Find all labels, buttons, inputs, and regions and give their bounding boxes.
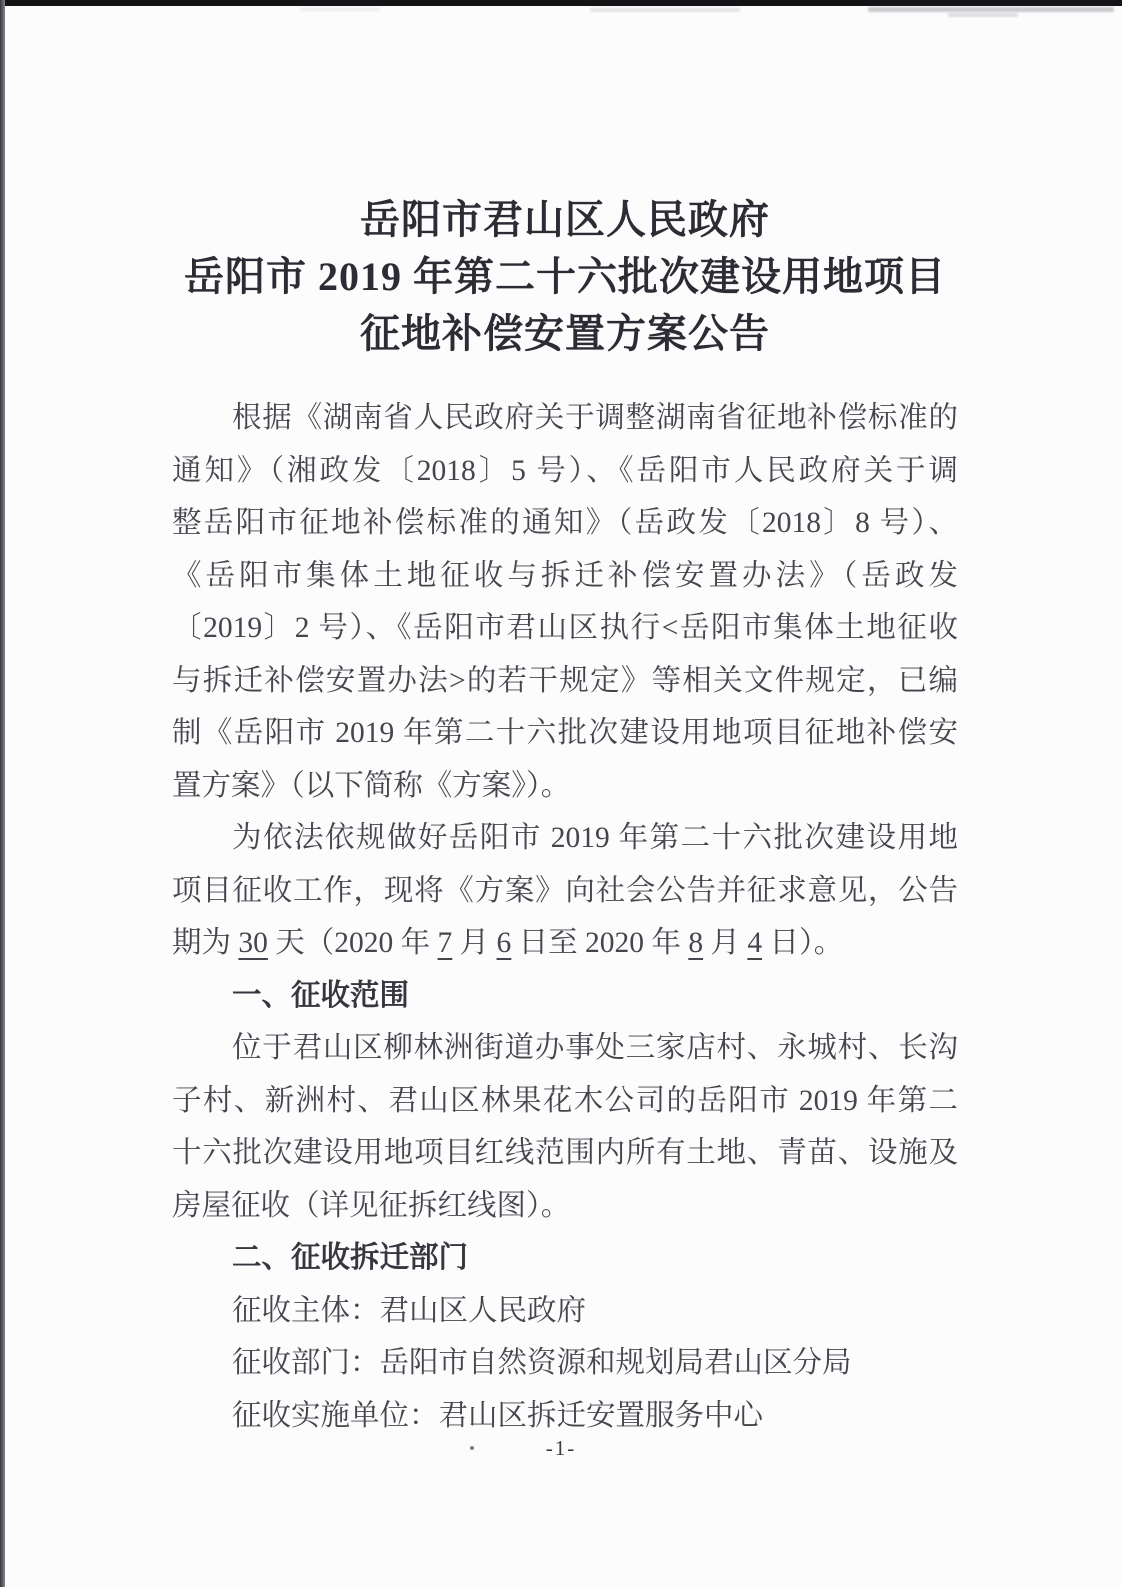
document-text: 通知》（湘政发〔2018〕5 号）、《岳阳市人民政府关于调 — [172, 454, 958, 487]
underlined-value: 6 — [496, 927, 512, 959]
document-text: 整岳阳市征地补偿标准的通知》（岳政发〔2018〕8 号）、 — [172, 507, 958, 539]
document-text: 征收实施单位：君山区拆迁安置服务中心 — [232, 1399, 764, 1432]
document-body — [172, 392, 958, 1442]
underlined-value: 4 — [747, 927, 763, 959]
document-line — [172, 1127, 958, 1180]
document-text: 位于君山区柳林洲街道办事处三家店村、永城村、长沟 — [232, 1032, 958, 1064]
document-text: 〔2019〕2 号）、《岳阳市君山区执行<岳阳市集体土地征收 — [172, 612, 958, 644]
document-line — [172, 1337, 958, 1390]
document-title — [172, 191, 958, 362]
document-line — [172, 917, 958, 970]
document-text: 十六批次建设用地项目红线范围内所有土地、青苗、设施及 — [172, 1137, 958, 1169]
document-text: 天（2020 年 — [267, 927, 438, 959]
document-text: 置方案》（以下简称《方案》）。 — [172, 769, 571, 802]
document-line — [172, 760, 958, 813]
underlined-value: 7 — [437, 927, 453, 959]
scan-smudge — [948, 13, 1018, 17]
document-text: 二、征收拆迁部门 — [232, 1242, 469, 1274]
section-heading — [172, 1232, 958, 1285]
document-line — [172, 865, 958, 918]
document-line — [172, 1022, 958, 1075]
document-text: 征收部门：岳阳市自然资源和规划局君山区分局 — [232, 1347, 852, 1379]
document-line — [172, 655, 958, 708]
document-line — [172, 550, 958, 603]
scan-smudge — [590, 8, 740, 12]
page-number: -1- — [545, 1436, 577, 1460]
document-line — [172, 445, 958, 498]
document-line — [172, 812, 958, 865]
document-line — [172, 1180, 958, 1233]
document-text: 征收主体：君山区人民政府 — [232, 1294, 587, 1327]
document-line — [172, 1075, 958, 1128]
document-title-line-3: 征地补偿安置方案公告 — [360, 311, 770, 356]
document-text: 与拆迁补偿安置办法>的若干规定》等相关文件规定，已编 — [172, 664, 958, 697]
scan-left-edge-artifact — [0, 0, 5, 1587]
document-text: 日至 2020 年 — [511, 927, 689, 959]
document-text: 项目征收工作，现将《方案》向社会公告并征求意见，公告 — [172, 874, 958, 907]
document-text: 房屋征收（详见征拆红线图）。 — [172, 1189, 571, 1222]
document-text: 根据《湖南省人民政府关于调整湖南省征地补偿标准的 — [232, 402, 958, 434]
document-line — [172, 497, 958, 550]
document-title-line-2: 岳阳市 2019 年第二十六批次建设用地项目 — [184, 254, 946, 299]
scan-top-edge-artifact — [0, 0, 1122, 6]
document-text: 期为 — [172, 927, 239, 959]
document-title-line-1: 岳阳市君山区人民政府 — [360, 197, 770, 242]
document-text: 子村、新洲村、君山区林果花木公司的岳阳市 2019 年第二 — [172, 1084, 958, 1117]
document-text: 为依法依规做好岳阳市 2019 年第二十六批次建设用地 — [232, 822, 958, 854]
document-text: 月 — [703, 927, 748, 959]
document-line — [172, 392, 958, 445]
underlined-value: 30 — [238, 927, 268, 959]
document-text: 月 — [452, 927, 497, 959]
underlined-value: 8 — [688, 927, 704, 959]
document-line — [172, 1285, 958, 1338]
document-text: 《岳阳市集体土地征收与拆迁补偿安置办法》（岳政发 — [172, 559, 958, 592]
document-line — [172, 707, 958, 760]
document-text: 日）。 — [762, 927, 844, 959]
scan-smudge — [300, 8, 380, 11]
scan-smudge — [868, 7, 1114, 12]
document-text: 一、征收范围 — [232, 979, 410, 1012]
section-heading — [172, 970, 958, 1023]
document-text: 制《岳阳市 2019 年第二十六批次建设用地项目征地补偿安 — [172, 717, 958, 749]
document-line — [172, 602, 958, 655]
